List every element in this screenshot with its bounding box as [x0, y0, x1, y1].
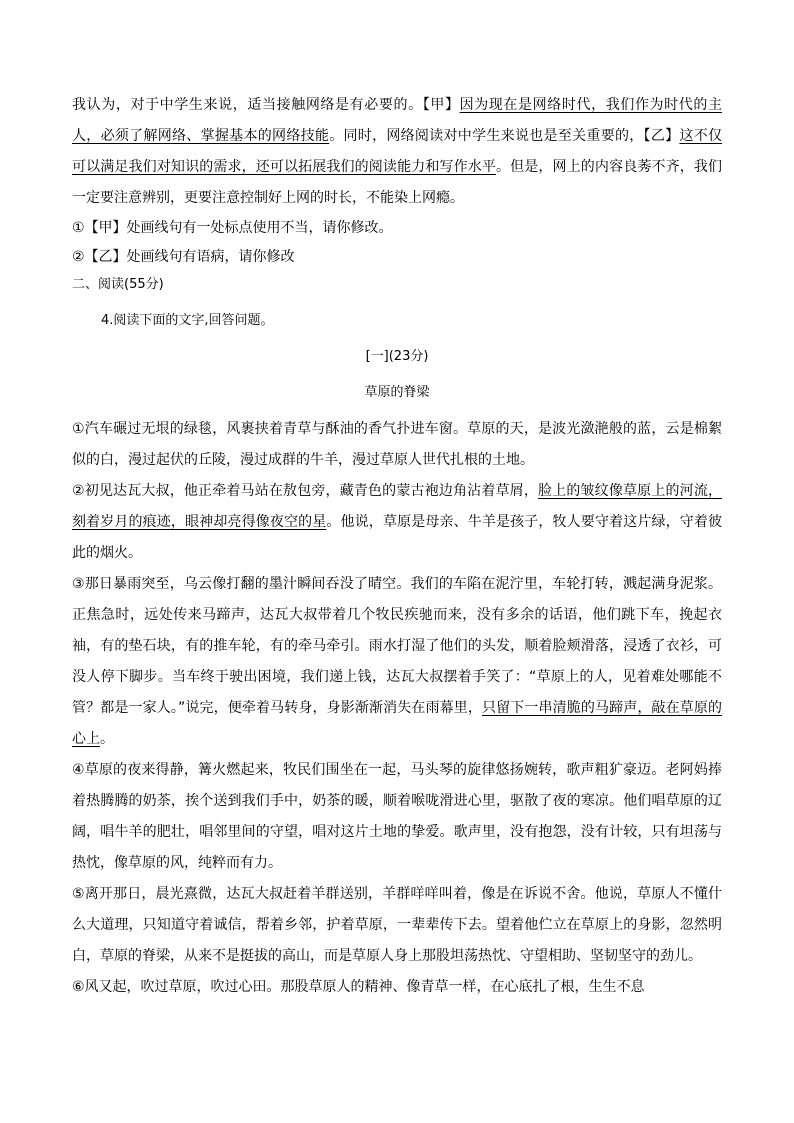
paragraph-2-underlined: 脸上的皱纹像草原上的河流，刻着岁月的痕迹，眼神却亮得像夜空的星 — [72, 483, 722, 530]
intro-text-1: 我认为，对于中学生来说，适当接触网络是有必要的。【甲】 — [72, 97, 460, 113]
article-paragraph-6: ⑥风又起，吹过草原，吹过心田。那股草原人的精神、像青草一样，在心底扎了根，生生不息 — [72, 979, 645, 995]
section-heading: 二、阅读(55分) — [72, 277, 164, 292]
intro-text-5: 。但是，网上的内容良莠不齐，我们一定要注意辨别，更要注意控制好上网的时长，不能染上网瘾。 — [72, 159, 722, 206]
question-2: ②【乙】处画线句有语病，请你修改 — [72, 249, 295, 265]
paragraph-2-text-b: 。他说，草原是母亲、牛羊是孩子，牧人要守着这片绿，守着彼此的烟火。 — [72, 514, 723, 561]
intro-paragraph — [72, 90, 722, 214]
paragraph-3-underlined: 只留下一串清脆的马蹄声，敲在草原的心上 — [72, 700, 722, 747]
paragraph-2-text-a: ②初见达瓦大叔，他正牵着马站在敖包旁，藏青色的蒙古袍边角沾着草屑， — [72, 483, 539, 499]
paragraph-3-text-b: 。 — [100, 731, 114, 747]
document-page — [72, 90, 722, 1003]
article-paragraph-2 — [72, 476, 722, 569]
article-paragraph-4: ④草原的夜来得静，篝火燃起来，牧民们围坐在一起，马头琴的旋律悠扬婉转，歌声粗犷豪迈。老阿妈捧着热腾腾的奶茶，挨个送到我们手中，奶茶的暖，顺着喉咙滑进心里，驱散了夜的寒凉。他们唱草原的辽阔，唱牛羊的肥壮，唱邻里间的守望，唱对这片土地的挚爱。歌声里，没有抱怨，没有计较，只有坦荡与热忱，像草原的风，纯粹而有力。 — [72, 762, 722, 871]
underlined-sentence-yi: 这不仅可以满足我们对知识的需求，还可以拓展我们的阅读能力和写作水平 — [72, 128, 723, 175]
article-paragraph-5: ⑤离开那日，晨光熹微，达瓦大叔赶着羊群送别，羊群咩咩叫着，像是在诉说不舍。他说，草原人不懂什么大道理，只知道守着诚信，帮着乡邻，护着草原，一辈辈传下去。望着他伫立在草原上的身影，忽然明白，草原的脊梁，从来不是挺拔的高山，而是草原人身上那股坦荡热忱、守望相助、坚韧坚守的劲儿。 — [72, 886, 722, 964]
part-heading: [一](23分) — [365, 349, 429, 364]
underlined-sentence-jia: 因为现在是网络时代，我们作为时代的主人，必须了解网络、掌握基本的网络技能 — [72, 97, 723, 144]
paragraph-3-text-a: ③那日暴雨突至，乌云像打翻的墨汁瞬间吞没了晴空。我们的车陷在泥泞里，车轮打转，溅起满身泥浆。正焦急时，远处传来马蹄声，达瓦大叔带着几个牧民疾驰而来，没有多余的话语，他们跳下车，挽起衣袖，有的垫石块，有的推车轮，有的牵马牵引。雨水打湿了他们的头发，顺着脸颊滑落，浸透了衣衫，可没人停下脚步。当车终于驶出困境，我们递上钱，达瓦大叔摆着手笑了：“草原上的人，见着难处哪能不管？都是一家人。”说完，便牵着马转身，身影渐渐消失在雨幕里， — [72, 576, 722, 716]
intro-text-3: 。同时，网络阅读对中学生来说也是至关重要的，【乙】 — [329, 128, 680, 144]
question-1: ①【甲】处画线句有一处标点使用不当，请你修改。 — [72, 220, 393, 236]
article-paragraph-1: ①汽车碾过无垠的绿毯，风裹挟着青草与酥油的香气扑进车窗。草原的天，是波光潋滟般的蓝，云是棉絮似的白，漫过起伏的丘陵，漫过成群的牛羊，漫过草原人世代扎根的土地。 — [72, 421, 722, 468]
reading-instruction: 4.阅读下面的文字,回答问题。 — [101, 313, 274, 328]
article-title: 草原的脊梁 — [364, 385, 430, 400]
article-paragraph-3 — [72, 569, 722, 755]
